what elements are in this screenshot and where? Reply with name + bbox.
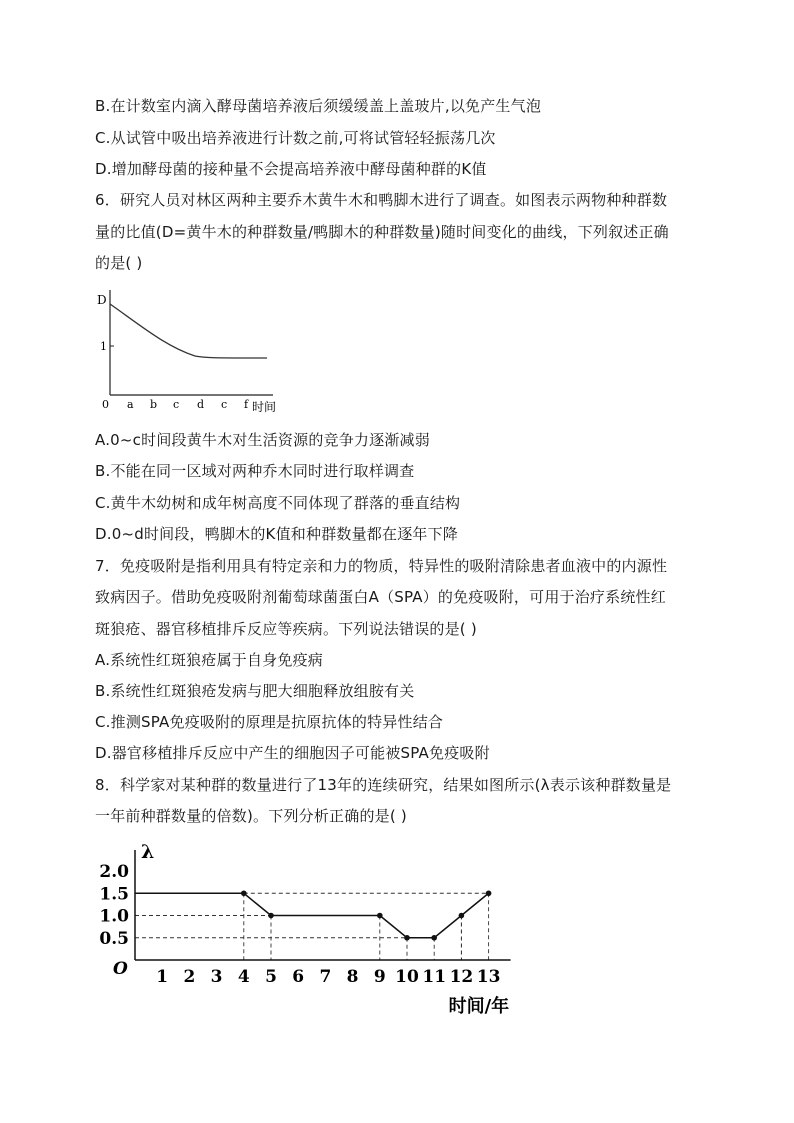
data-point	[459, 913, 465, 919]
q7-option-b: B.系统性红斑狼疮发病与肥大细胞释放组胺有关	[95, 682, 415, 700]
q7-option-a: A.系统性红斑狼疮属于自身免疫病	[95, 651, 323, 669]
x-tick-label: 11	[422, 967, 447, 987]
q5-option-c: C.从试管中吸出培养液进行计数之前,可将试管轻轻振荡几次	[95, 129, 496, 147]
q8-stem-line-2: 一年前种群数量的倍数)。下列分析正确的是( )	[95, 807, 407, 825]
data-point	[241, 890, 247, 896]
x-tick-label: 5	[265, 967, 277, 987]
q7-stem-line-2: 致病因子。借助免疫吸附剂葡萄球菌蛋白A（SPA）的免疫吸附，可用于治疗系统性红	[95, 588, 666, 606]
y-tick-label: 1.0	[99, 906, 129, 927]
q6-curve	[110, 304, 267, 358]
q5-option-d: D.增加酵母菌的接种量不会提高培养液中酵母菌种群的K值	[95, 160, 487, 178]
x-tick-label: 8	[346, 967, 359, 987]
q7-option-c: C.推测SPA免疫吸附的原理是抗原抗体的特异性结合	[95, 713, 444, 731]
q6-option-b: B.不能在同一区域对两种乔木同时进行取样调查	[95, 462, 415, 480]
data-point	[431, 935, 437, 941]
x-tick-label: 1	[156, 967, 169, 987]
origin-label: O	[113, 959, 128, 979]
q6-x-tick-f: f	[244, 398, 249, 411]
x-tick-label: 7	[319, 967, 332, 987]
q6-x-tick-e: c	[221, 398, 228, 411]
y-tick-label: 0.5	[99, 928, 129, 949]
q6-x-axis-label: 时间	[252, 400, 277, 414]
lambda-series-line	[135, 893, 489, 938]
q8-lambda-chart	[95, 838, 535, 1023]
q7-stem-line-3: 斑狼疮、器官移植排斥反应等疾病。下列说法错误的是( )	[95, 620, 477, 638]
q6-figure	[95, 290, 295, 420]
q6-stem-line-2: 量的比值(D=黄牛木的种群数量/鸭脚木的种群数量)随时间变化的曲线，下列叙述正确	[95, 223, 669, 241]
y-axis-label: λ	[141, 841, 155, 863]
q7-stem-line-1: 7．免疫吸附是指利用具有特定亲和力的物质，特异性的吸附清除患者血液中的内源性	[95, 557, 668, 575]
x-tick-label: 12	[449, 967, 474, 987]
q6-stem-line-1: 6．研究人员对林区两种主要乔木黄牛木和鸭脚木进行了调查。如图表示两物种种群数	[95, 191, 668, 209]
data-point	[486, 890, 492, 896]
q6-option-d: D.0~d时间段，鸭脚木的K值和种群数量都在逐年下降	[95, 525, 458, 543]
q6-x-tick-c: c	[173, 398, 180, 411]
x-axis-label: 时间/年	[448, 996, 510, 1017]
q6-x-tick-b: b	[150, 398, 158, 411]
q6-y-tick-label: 1	[100, 340, 107, 353]
x-tick-label: 10	[395, 967, 419, 987]
q5-option-b: B.在计数室内滴入酵母菌培养液后须缓缓盖上盖玻片,以免产生气泡	[95, 97, 542, 115]
data-point	[377, 913, 383, 919]
x-tick-label: 6	[292, 967, 305, 987]
y-tick-label: 1.5	[99, 884, 129, 905]
x-tick-label: 2	[183, 967, 196, 987]
x-tick-label: 3	[210, 967, 223, 987]
x-tick-label: 9	[373, 967, 386, 987]
q6-stem-line-3: 的是( )	[95, 254, 143, 272]
q6-x-tick-a: a	[127, 398, 134, 411]
data-point	[404, 935, 410, 941]
x-tick-label: 4	[237, 967, 250, 987]
q6-x-tick-d: d	[197, 398, 205, 411]
q6-option-c: C.黄牛木幼树和成年树高度不同体现了群落的垂直结构	[95, 494, 461, 512]
q7-option-d: D.器官移植排斥反应中产生的细胞因子可能被SPA免疫吸附	[95, 744, 490, 762]
q8-stem-line-1: 8．科学家对某种群的数量进行了13年的连续研究，结果如图所示(λ表示该种群数量是	[95, 776, 672, 794]
y-tick-label: 2.0	[99, 862, 129, 882]
data-point	[268, 913, 274, 919]
x-tick-label: 13	[476, 967, 501, 987]
q6-option-a: A.0~c时间段黄牛木对生活资源的竞争力逐渐减弱	[95, 431, 430, 449]
q6-origin-label: 0	[102, 398, 109, 411]
q6-y-axis-label: D	[97, 293, 107, 307]
